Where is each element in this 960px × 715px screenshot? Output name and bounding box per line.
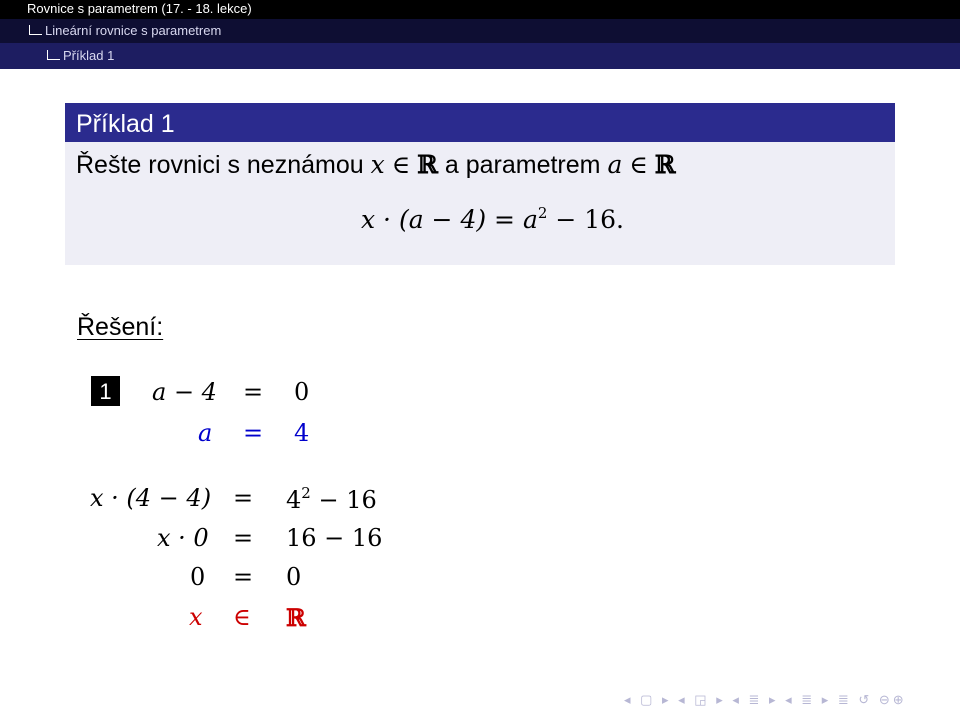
line3-left: x · (4 − 4) bbox=[90, 484, 212, 512]
enum-badge: 1 bbox=[91, 376, 120, 406]
reals-symbol: ℝ bbox=[417, 150, 438, 179]
task-text bbox=[76, 150, 676, 180]
beamer-nav-icons[interactable]: ◂ ▢ ▸ ◂ ◲ ▸ ◂ ≣ ▸ ◂ ≣ ▸ ≣ ↺ ⊖⊕ bbox=[624, 692, 907, 707]
line5-left: 0 bbox=[190, 563, 206, 591]
line2-right: 4 bbox=[294, 419, 310, 447]
header-subsection-label: Lineární rovnice s parametrem bbox=[45, 23, 222, 38]
example-block bbox=[65, 103, 895, 265]
in-symbol: ∈ bbox=[629, 150, 648, 179]
equation-exponent: 2 bbox=[537, 204, 548, 222]
line6-left: x bbox=[189, 603, 203, 631]
line1-right: 0 bbox=[294, 378, 310, 406]
line6-right: ℝ bbox=[286, 603, 306, 632]
var-x: x bbox=[370, 150, 385, 179]
header-frame[interactable] bbox=[0, 43, 960, 69]
example-title: Příklad 1 bbox=[65, 103, 895, 142]
line3-rel: = bbox=[233, 484, 254, 512]
line4-right: 16 − 16 bbox=[286, 524, 383, 552]
reals-symbol: ℝ bbox=[654, 150, 676, 179]
line2-rel: = bbox=[243, 419, 264, 447]
line4-rel: = bbox=[233, 524, 254, 552]
header-section[interactable]: Rovnice s parametrem (17. - 18. lekce) bbox=[0, 0, 960, 19]
task-middle: a parametrem bbox=[444, 151, 601, 179]
var-a: a bbox=[607, 150, 623, 179]
line3-right bbox=[286, 484, 377, 514]
line3-right-base: 4 bbox=[286, 486, 302, 514]
line4-left: x · 0 bbox=[157, 524, 209, 552]
line1-left: a − 4 bbox=[152, 378, 217, 406]
line1-rel: = bbox=[243, 378, 264, 406]
line3-right-rest: − 16 bbox=[310, 486, 377, 514]
tree-hook-icon bbox=[47, 50, 60, 60]
equation-left: x · (a − 4) = a bbox=[361, 205, 538, 234]
equation-right: − 16. bbox=[547, 205, 624, 234]
solution-heading: Řešení: bbox=[77, 313, 164, 341]
main-equation bbox=[361, 204, 624, 234]
line5-right: 0 bbox=[286, 563, 302, 591]
example-body bbox=[65, 142, 895, 265]
line3-exponent: 2 bbox=[301, 484, 311, 502]
header-frame-label: Příklad 1 bbox=[63, 48, 115, 63]
in-symbol: ∈ bbox=[391, 150, 411, 179]
line2-left: a bbox=[198, 419, 213, 447]
line5-rel: = bbox=[233, 563, 254, 591]
tree-hook-icon bbox=[29, 25, 42, 35]
task-prefix: Řešte rovnici s neznámou bbox=[76, 151, 364, 179]
header-subsection[interactable] bbox=[0, 19, 960, 43]
line6-rel: ∈ bbox=[233, 603, 251, 631]
